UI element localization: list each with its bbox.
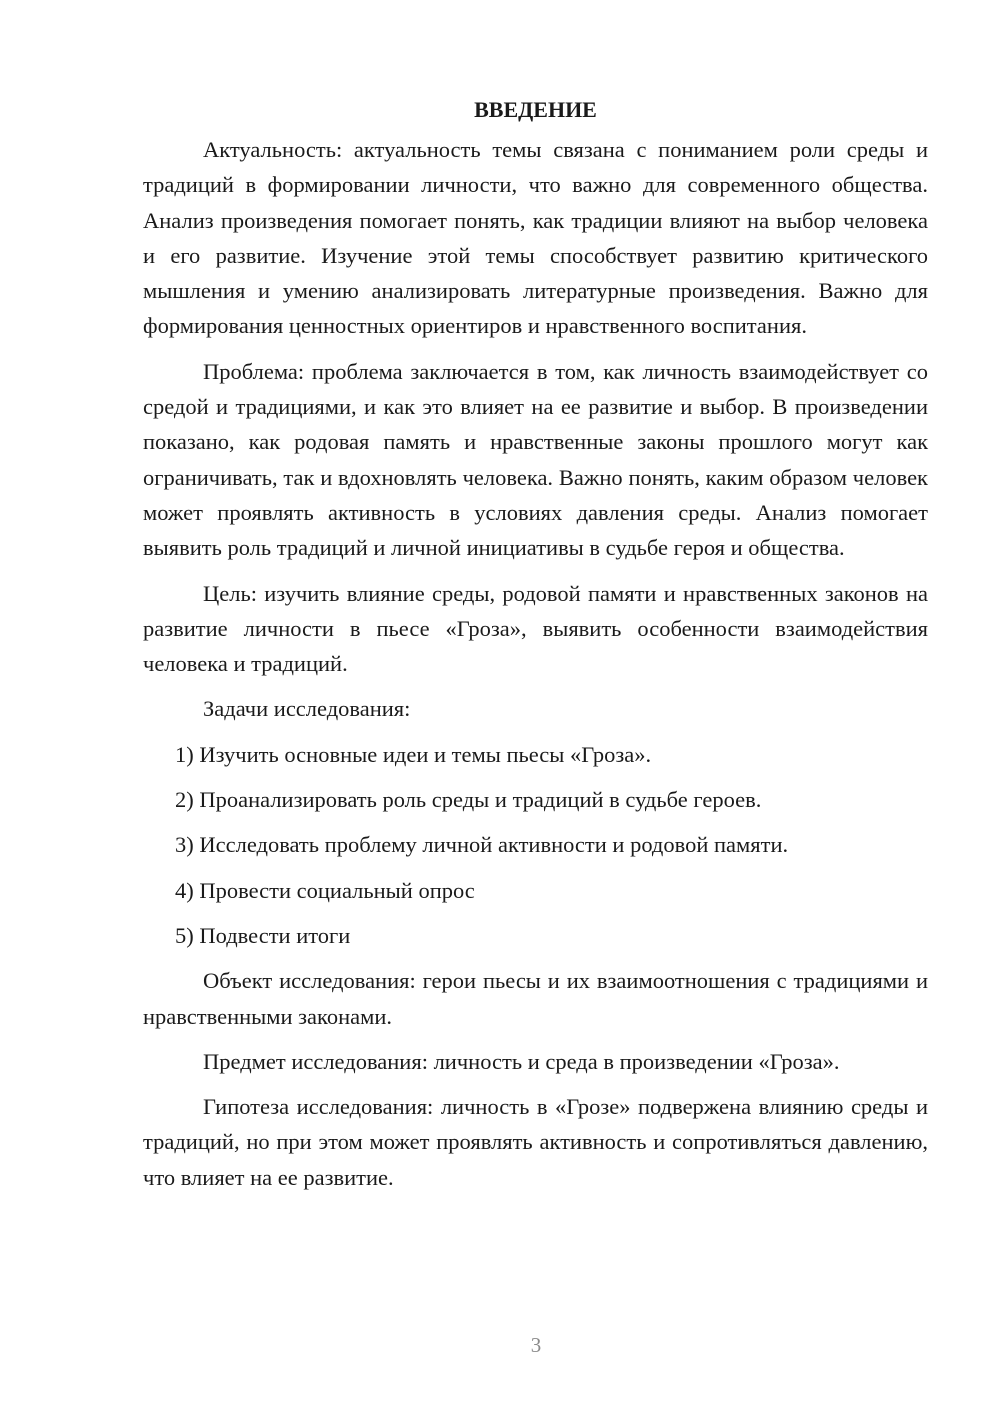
page-number: 3 [530,1333,542,1357]
list-item: 1) Изучить основные идеи и темы пьесы «Гроза». [175,741,652,767]
paragraph-hypothesis: Гипотеза исследования: личность в «Грозе» подвержена влиянию среды и традиций, но при этом может проявлять активность и сопротивляться давлению, что влияет на ее развитие. [143,1094,928,1190]
paragraph-object: Объект исследования: герои пьесы и их взаимоотношения с традициями и нравственными законами. [143,968,928,1029]
list-item: 3) Исследовать проблему личной активности и родовой памяти. [175,832,789,858]
paragraph-subject: Предмет исследования: личность и среда в произведении «Гроза». [203,1048,840,1074]
paragraph-tasks-heading: Задачи исследования: [203,696,411,722]
list-item: 5) Подвести итоги [175,922,351,948]
list-item: 4) Провести социальный опрос [175,877,475,903]
list-item: 2) Проанализировать роль среды и традиций в судьбе героев. [175,787,762,813]
section-title: ВВЕДЕНИЕ [474,97,597,122]
paragraph-goal: Цель: изучить влияние среды, родовой памяти и нравственных законов на развитие личности в пьесе «Гроза», выявить особенности взаимодействия человека и традиций. [143,580,928,677]
paragraph-problem: Проблема: проблема заключается в том, как личность взаимодействует со средой и традициями, и как это влияет на ее развитие и выбор. В произведении показано, как родовая память и нравственные законы прошлого могут как ограничивать, так и вдохновлять человека. Важно понять, каким образом человек может проявлять активность в условиях давления среды. Анализ помогает выявить роль традиций и личной инициативы в судьбе героя и общества. [143,358,928,561]
tasks-list [143,737,928,953]
paragraph-relevance: Актуальность: актуальность темы связана с пониманием роли среды и традиций в формировании личности, что важно для современного общества. Анализ произведения помогает понять, как традиции влияют на выбор человека и его развитие. Изучение этой темы способствует развитию критического мышления и умению анализировать литературные произведения. Важно для формирования ценностных ориентиров и нравственного воспитания. [143,137,928,339]
document-page [143,92,928,1205]
